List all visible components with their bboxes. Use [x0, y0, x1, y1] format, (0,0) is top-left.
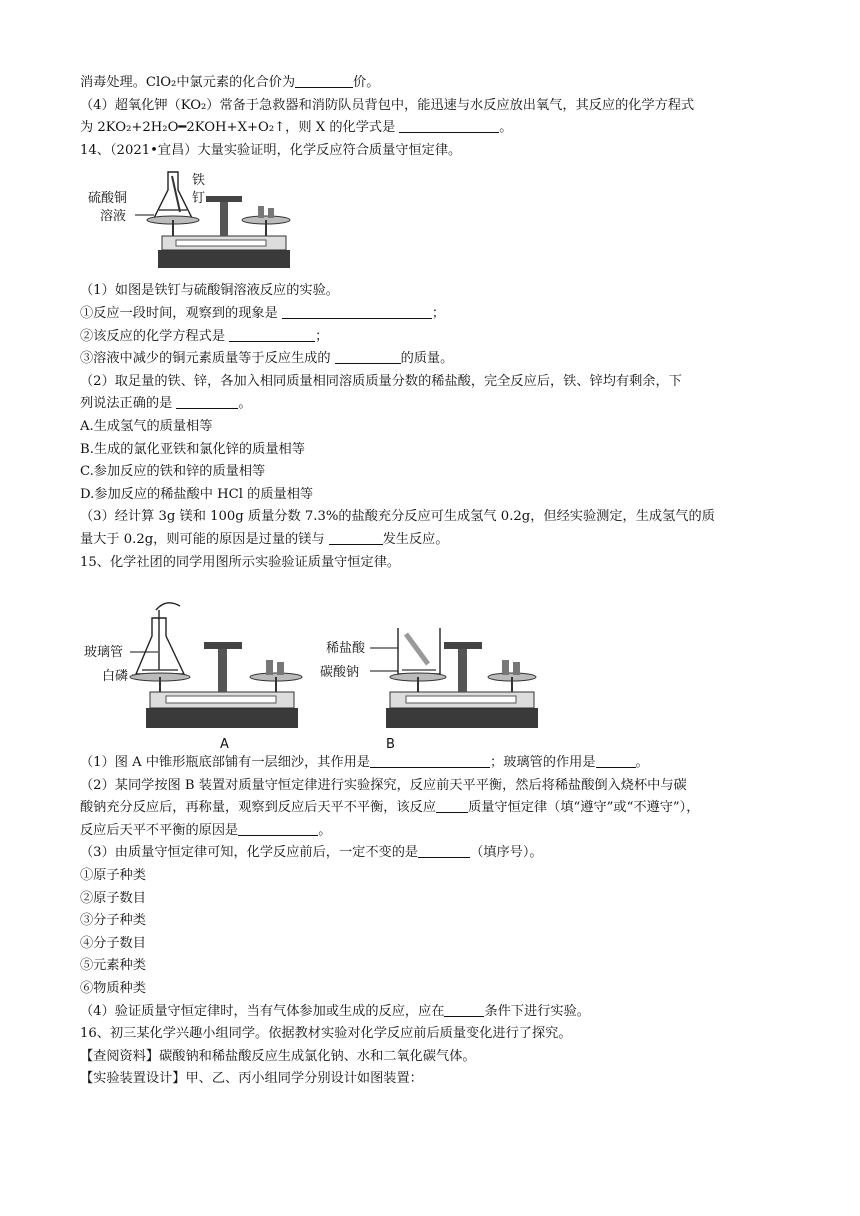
text: 的质量。	[400, 351, 454, 367]
answer-blank[interactable]	[329, 530, 383, 545]
question-14-header: 14、（2021•宜昌）大量实验证明，化学反应符合质量守恒定律。	[80, 142, 462, 158]
caption-a: A	[220, 737, 229, 753]
q16-info	[80, 1046, 780, 1069]
text: ；	[431, 305, 445, 321]
q14-sub2	[80, 326, 780, 349]
answer-blank[interactable]	[335, 349, 401, 364]
answer-blank[interactable]	[418, 843, 470, 858]
q15-item-6: ⑥物质种类	[80, 981, 146, 997]
section-tag: 【实验装置设计】	[80, 1071, 186, 1087]
text: 。	[635, 755, 649, 771]
question-13-4-line1: （4）超氧化钾（KO₂）常备于急救器和消防队员背包中，能迅速与水反应放出氧气，其反应的化学方程式	[80, 97, 695, 113]
answer-blank[interactable]	[229, 327, 315, 342]
text: （4）验证质量守恒定律时，当有气体参加或生成的反应，应在	[80, 1003, 445, 1019]
q14-option-b: B.生成的氯化亚铁和氯化锌的质量相等	[80, 441, 305, 457]
balance-a-icon	[130, 642, 302, 728]
text: （3）由质量守恒定律可知，化学反应前后，一定不变的是	[80, 845, 419, 861]
question-15-header: 15、化学社团的同学用图所示实验验证质量守恒定律。	[80, 554, 401, 570]
q14-sub3	[80, 348, 780, 371]
q14-sub1	[80, 303, 780, 326]
answer-blank[interactable]	[370, 753, 490, 768]
q15-item-5: ⑤元素种类	[80, 958, 146, 974]
text: 列说法正确的是	[80, 396, 173, 412]
iron-nail-balance-figure	[80, 162, 780, 280]
text: ②该反应的化学方程式是	[80, 328, 226, 344]
q15-item-3: ③分子种类	[80, 913, 146, 929]
q14-part1: （1）如图是铁钉与硫酸铜溶液反应的实验。	[80, 283, 339, 299]
section-tag: 【查阅资料】	[80, 1048, 160, 1064]
answer-blank[interactable]	[176, 394, 238, 409]
text: （填序号）。	[470, 845, 543, 861]
text: 酸钠充分反应后，再称量，观察到反应后天平不平衡，该反应	[80, 800, 437, 816]
text: ；玻璃管的作用是	[490, 755, 596, 771]
q14-option-c: C.参加反应的铁和锌的质量相等	[80, 464, 266, 480]
label-dilute-hcl: 稀盐酸	[326, 641, 366, 657]
q15-part4	[80, 1001, 780, 1024]
answer-blank[interactable]	[295, 73, 353, 88]
text: 为 2KO₂+2H₂O━2KOH+X+O₂↑，则 X 的化学式是	[80, 120, 396, 136]
conical-flask-with-tube-icon	[136, 603, 184, 674]
answer-blank[interactable]	[436, 798, 468, 813]
q14-part3-line2	[80, 529, 780, 552]
text: 发生反应。	[382, 531, 449, 547]
label-copper-sulfate-line1: 硫酸铜	[88, 191, 128, 207]
answer-blank[interactable]	[282, 304, 432, 319]
q15-item-2: ②原子数目	[80, 890, 146, 906]
worksheet-page	[80, 72, 780, 1091]
q14-part2-line1: （2）取足量的铁、锌，各加入相同质量相同溶质质量分数的稀盐酸，完全反应后，铁、锌均有剩余，下	[80, 373, 682, 389]
q14-part2-line2	[80, 393, 780, 416]
label-copper-sulfate-line2: 溶液	[100, 209, 127, 225]
balance-b-icon	[386, 642, 538, 728]
q16-design	[80, 1068, 780, 1091]
q15-part2-line1: （2）某同学按图 B 装置对质量守恒定律进行实验探究，反应前天平平衡，然后将稀盐酸倒入烧杯中与碳	[80, 777, 687, 793]
q14-option-a: A.生成氢气的质量相等	[80, 418, 213, 434]
text: 碳酸钠和稀盐酸反应生成氯化钠、水和二氧化碳气体。	[159, 1048, 476, 1064]
answer-blank[interactable]	[444, 1002, 484, 1017]
beaker-with-test-tube-icon	[398, 628, 440, 674]
text: ①反应一段时间，观察到的现象是	[80, 305, 278, 321]
question-13-3-line	[80, 72, 780, 95]
text: 。	[499, 120, 513, 136]
q15-part2-line2	[80, 797, 780, 820]
conical-flask-icon	[154, 172, 192, 218]
q14-part3-line1: （3）经计算 3g 镁和 100g 质量分数 7.3%的盐酸充分反应可生成氢气 0.2g，但经实验测定，生成氢气的质	[80, 509, 715, 525]
question-16-header: 16、初三某化学兴趣小组同学。依据教材实验对化学反应前后质量变化进行了探究。	[80, 1026, 572, 1042]
question-13-4-line2	[80, 117, 780, 140]
text: 量大于 0.2g，则可能的原因是过量的镁与	[80, 531, 325, 547]
answer-blank[interactable]	[238, 821, 318, 836]
balance-icon	[147, 196, 290, 268]
balance-experiments-figure	[80, 574, 780, 752]
q14-option-d: D.参加反应的稀盐酸中 HCl 的质量相等	[80, 486, 314, 502]
text: ③溶液中减少的铜元素质量等于反应生成的	[80, 351, 331, 367]
text: 反应后天平不平衡的原因是	[80, 822, 239, 838]
label-iron-nail-line1: 铁	[192, 173, 206, 189]
text: 质量守恒定律（填“遵守”或“不遵守”），	[468, 800, 700, 816]
q15-part3	[80, 842, 780, 865]
text: 。	[238, 396, 252, 412]
label-white-phosphorus: 白磷	[102, 669, 129, 685]
q15-item-1: ①原子种类	[80, 868, 146, 884]
label-iron-nail-line2: 钉	[192, 191, 206, 207]
text: 。	[318, 822, 332, 838]
label-sodium-carbonate: 碳酸钠	[320, 665, 360, 681]
text: ；	[315, 328, 329, 344]
caption-b: B	[386, 737, 395, 753]
text: 条件下进行实验。	[484, 1003, 590, 1019]
q15-part1	[80, 752, 780, 775]
text: 甲、乙、丙小组同学分别设计如图装置：	[185, 1071, 423, 1087]
answer-blank[interactable]	[399, 118, 499, 133]
q15-part2-line3	[80, 820, 780, 843]
answer-blank[interactable]	[596, 753, 636, 768]
text: 价。	[353, 75, 380, 90]
text: 消毒处理。ClO₂中氯元素的化合价为	[80, 75, 296, 90]
label-glass-tube: 玻璃管	[84, 645, 124, 661]
q15-item-4: ④分子数目	[80, 935, 146, 951]
text: （1）图 A 中锥形瓶底部铺有一层细沙，其作用是	[80, 755, 371, 771]
